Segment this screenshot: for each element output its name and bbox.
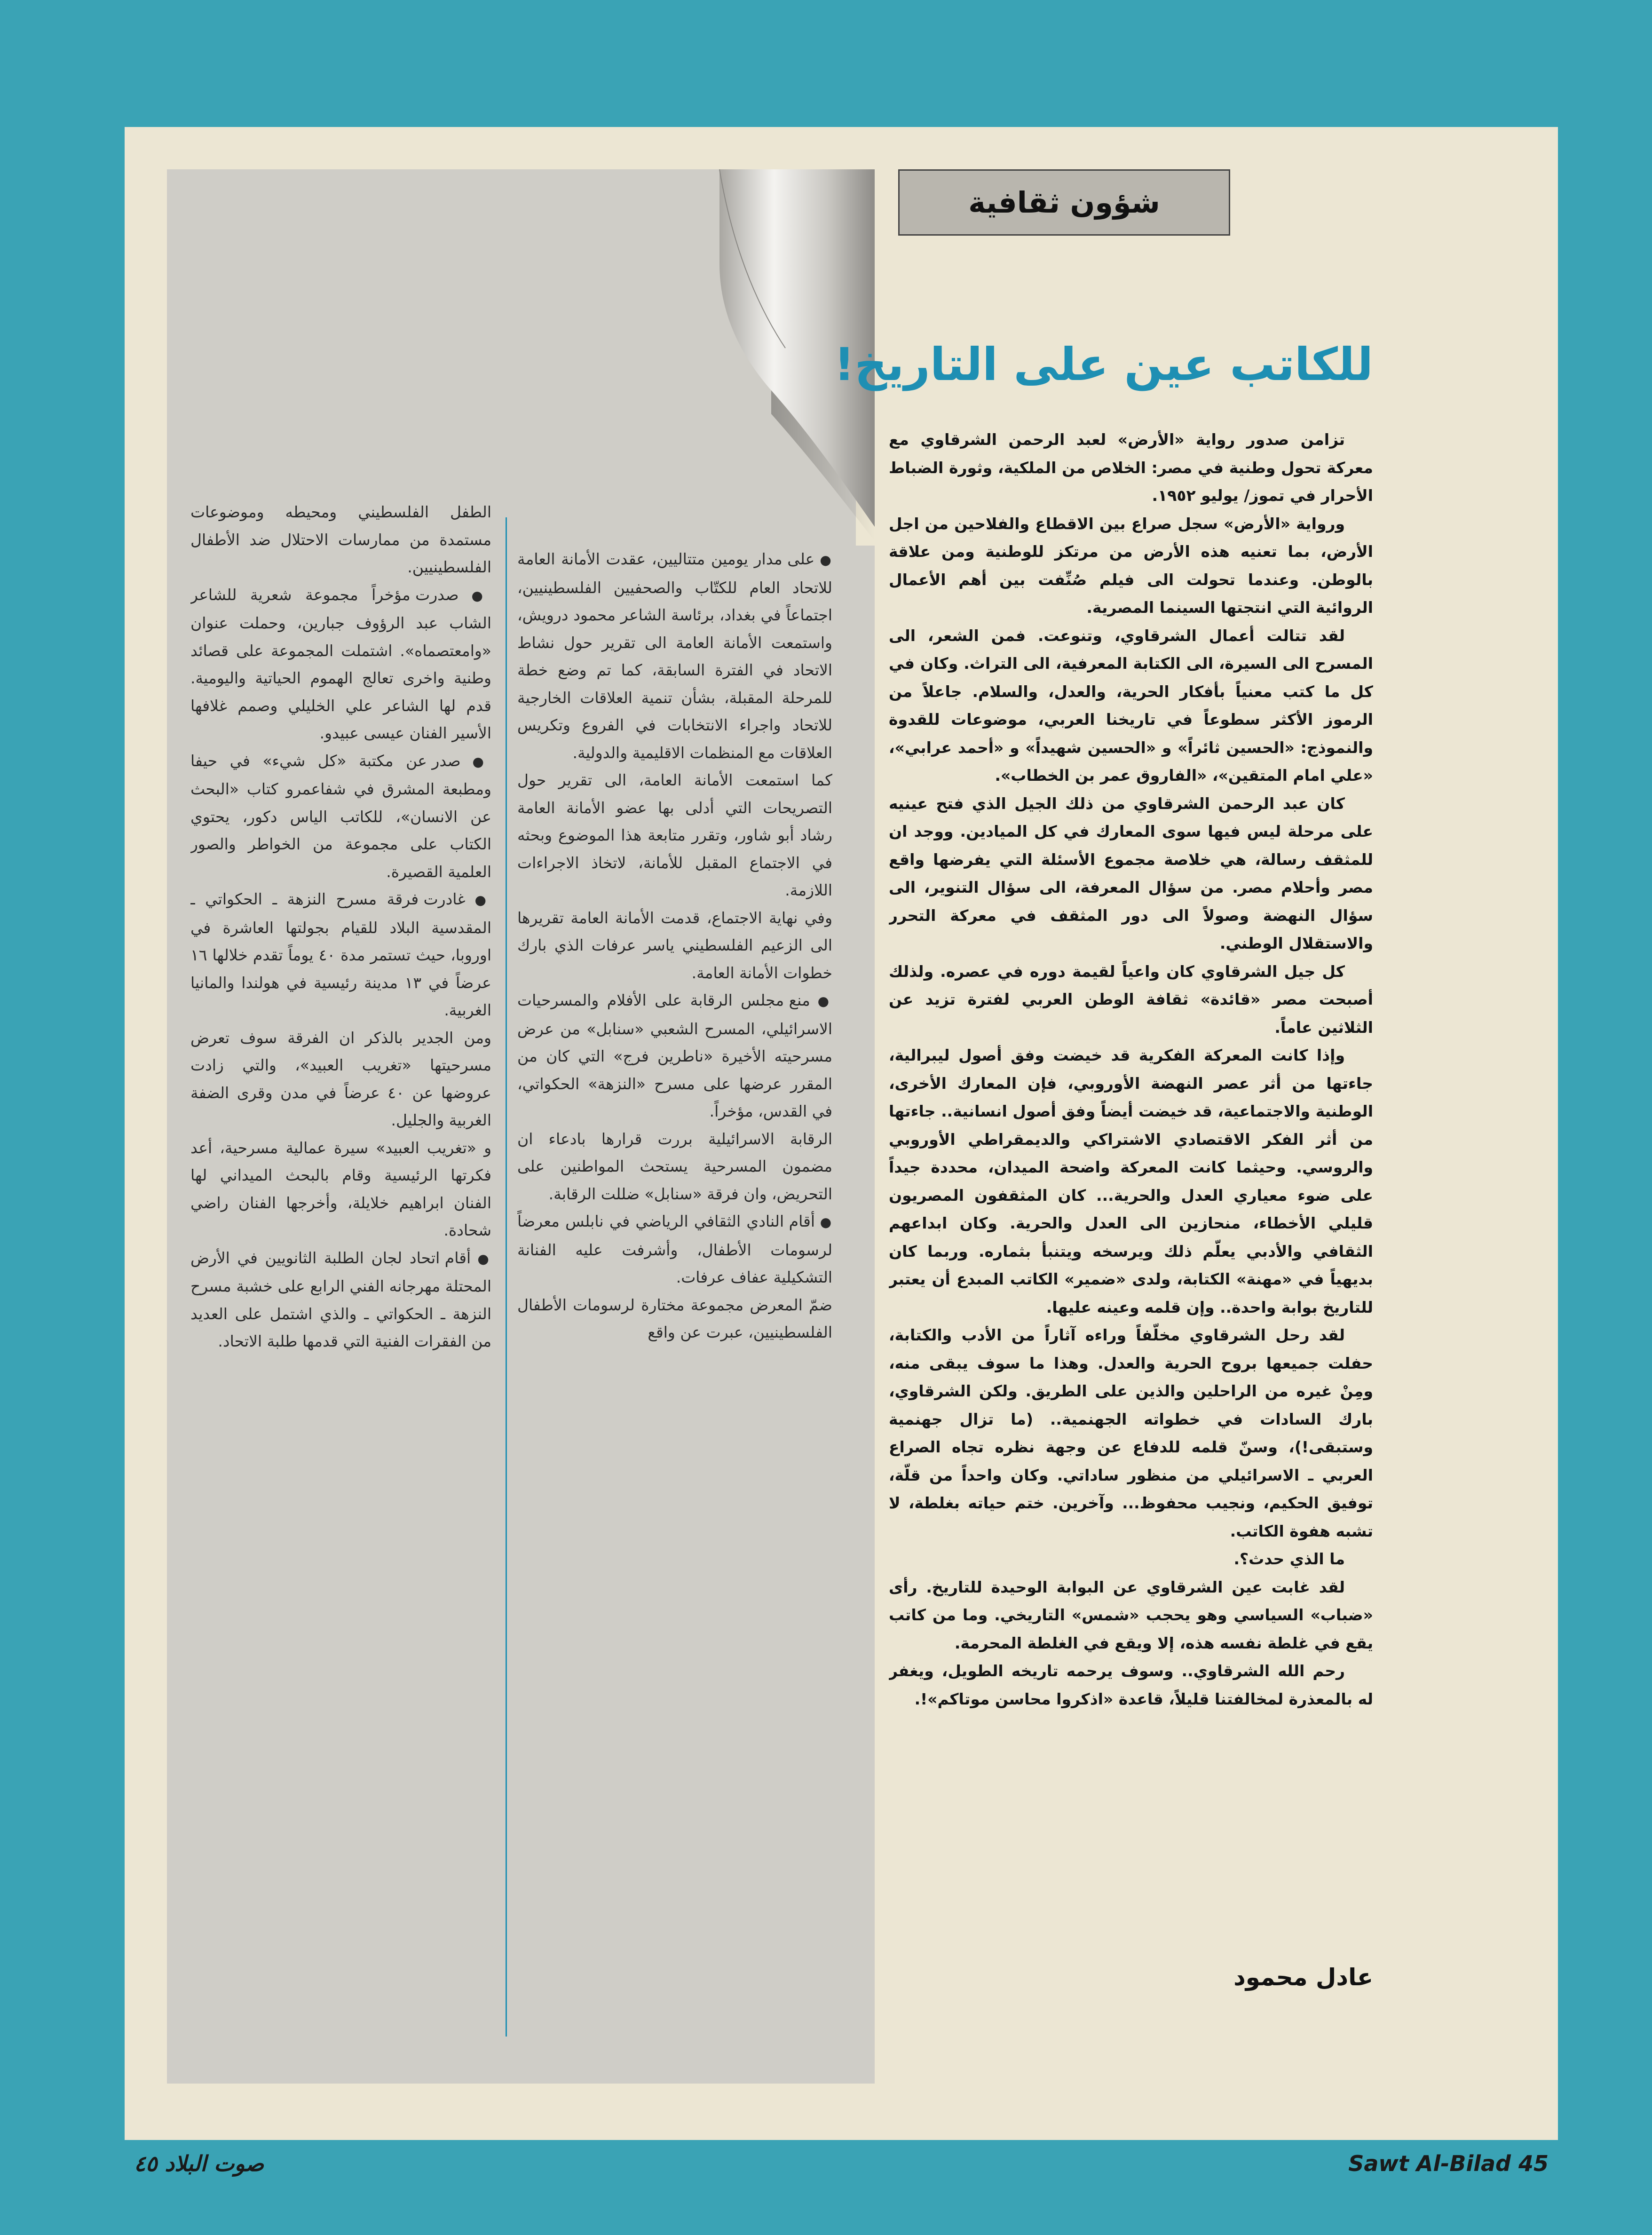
news-column-a: [517, 546, 832, 2051]
article-paragraph: رحم الله الشرقاوي.. وسوف يرحمه تاريخه الطويل، ويغفر له بالمعذرة لمخالفتنا قليلاً، قاعدة «اذكروا محاسن موتاكم»!.: [889, 1662, 1373, 1708]
news-item: ● أقام اتحاد لجان الطلبة الثانويين في الأرض المحتلة مهرجانه الفني الرابع على خشبة مسرح النزهة ـ الحكواتي ـ والذي اشتمل على العديد من الفقرات الفنية التي قدمها طلبة الاتحاد.: [190, 1244, 491, 1355]
page-footer: [125, 2142, 1558, 2206]
article-paragraph: لقد رحل الشرقاوي مخلّفاً وراءه آثاراً من الأدب والكتابة، حفلت جميعها بروح الحرية والعدل. وهذا ما سوف يبقى منه، ومِنْ غيره من الراحلين والذين على الطريق. ولكن الشرقاوي، بارك السادات في خطواته الجهنمية.. (ما تزال جهنمية وستبقى!)، وسنّ قلمه للدفاع عن وجهة نظره تجاه الصراع العربي ـ الاسرائيلي من منظور ساداتي. وكان واحداً من قلّة، توفيق الحكيم، ونجيب محفوظ... وآخرين. ختم حياته بغلطة، لا تشبه هفوة الكاتب.: [889, 1326, 1373, 1540]
article-paragraph: ورواية «الأرض» سجل صراع بين الاقطاع والفلاحين من اجل الأرض، بما تعنيه هذه الأرض من مرتكز للوطنية ومن علاقة بالوطن. وعندما تحولت الى فيلم صُنِّفت بين أهم الأعمال الروائية التي انتجتها السينما المصرية.: [889, 514, 1373, 617]
article-paragraph: لقد تتالت أعمال الشرقاوي، وتنوعت. فمن الشعر، الى المسرح الى السيرة، الى الكتابة المعرفية، الى التراث. وكان في كل ما كتب معنياً بأفكار الحرية، والعدل، والسلام. جاعلاً من الرموز الأكثر سطوعاً في تاريخنا العربي، موضوعات للقدوة والنموذج: «الحسين ثائراً» و «الحسين شهيداً» و «أحمد عرابي»، «علي امام المتقين»، «الفاروق عمر بن الخطاب».: [889, 626, 1373, 785]
article-paragraph: لقد غابت عين الشرقاوي عن البوابة الوحيدة للتاريخ. رأى «ضباب» السياسي وهو يحجب «شمس» التاريخي. وما من كاتب يقع في غلطة نفسه هذه، إلا ويقع في الغلطة المحرمة.: [889, 1577, 1373, 1652]
news-item: ● منع مجلس الرقابة على الأفلام والمسرحيات الاسرائيلي، المسرح الشعبي «سنابل» من عرض مسرحيته الأخيرة «ناطرين فرج» التي كان من المقرر عرضها على مسرح «النزهة» الحكواتي، في القدس، مؤخراً.: [517, 987, 832, 1125]
article-paragraph: تزامن صدور رواية «الأرض» لعبد الرحمن الشرقاوي مع معركة تحول وطنية في مصر: الخلاص من الملكية، وثورة الضباط الأحرار في تموز/ يوليو ١٩٥٢.: [889, 430, 1373, 505]
news-item: الطفل الفلسطيني ومحيطه وموضوعات مستمدة من ممارسات الاحتلال ضد الأطفال الفلسطينيين.: [190, 503, 491, 576]
author-byline: عادل محمود: [1233, 1964, 1373, 1991]
footer-folio-arabic: صوت البلاد ٤٥: [134, 2151, 264, 2176]
news-item: الرقابة الاسرائيلية بررت قرارها بادعاء ان مضمون المسرحية يستحث المواطنين على التحريض، وان فرقة «سنابل» ضللت الرقابة.: [517, 1129, 832, 1203]
section-tag: شؤون ثقافية: [898, 169, 1230, 236]
article-paragraph: وإذا كانت المعركة الفكرية قد خيضت وفق أصول ليبرالية، جاءتها من أثر عصر النهضة الأوروبي، فإن المعارك الأخرى، الوطنية والاجتماعية، قد خيضت أيضاً وفق أصول انسانية.. جاءتها من أثر الفكر الاقتصادي الاشتراكي والديمقراطي الأوروبي والروسي. وحيثما كانت المعركة واضحة الميدان، محددة جيداً على ضوء معياري العدل والحرية... كان المثقفون المصريون قليلي الأخطاء، منحازين الى العدل والحرية. وكان ابداعهم الثقافي والأدبي يعلّم ذلك ويرسخه ويتنبأ بثماره. وربما كان بديهياً في «مهنة» الكتابة، ولدى «ضمير» الكاتب المبدع أن يعتبر للتاريخ بوابة واحدة.. وإن قلمه وعينه عليها.: [889, 1046, 1373, 1316]
news-item: ● صدرت مؤخراً مجموعة شعرية للشاعر الشاب عبد الرؤوف جبارين، وحملت عنوان «وامعتصماه». اشتملت المجموعة على قصائد وطنية واخرى تعالج الهموم الحياتية واليومية. قدم لها الشاعر علي الخليلي وصمم غلافها الأسير الفنان عيسى عبيدو.: [190, 581, 491, 747]
article-paragraph: ما الذي حدث؟.: [1233, 1550, 1345, 1568]
news-item: ضمّ المعرض مجموعة مختارة لرسومات الأطفال الفلسطينيين، عبرت عن واقع: [517, 1295, 832, 1341]
article-headline: للكاتب عين على التاريخ!: [834, 338, 1373, 391]
article-paragraph: كل جيل الشرقاوي كان واعياً لقيمة دوره في عصره. ولذلك أصبحت مصر «قائدة» ثقافة الوطن العربي لفترة تزيد عن الثلاثين عاماً.: [889, 962, 1373, 1037]
main-article-body: [889, 426, 1373, 1945]
article-paragraph: كان عبد الرحمن الشرقاوي من ذلك الجيل الذي فتح عينيه على مرحلة ليس فيها سوى المعارك في كل الميادين. ووجد ان للمثقف رسالة، هي خلاصة مجموع الأسئلة التي يفرضها واقع مصر وأحلام مصر. من سؤال المعرفة، الى سؤال التنوير، الى سؤال النهضة وصولاً الى دور المثقف في معركة التحرر والاستقلال الوطني.: [889, 794, 1373, 952]
news-item: ● على مدار يومين متتاليين، عقدت الأمانة العامة للاتحاد العام للكتّاب والصحفيين الفلسطينيين، اجتماعاً في بغداد، برئاسة الشاعر محمود درويش، واستمعت الأمانة العامة الى تقرير حول نشاط الاتحاد في الفترة السابقة، كما تم وضع خطة للمرحلة المقبلة، بشأن تنمية العلاقات الخارجية للاتحاد واجراء الانتخابات في الفروع وتكريس العلاقات مع المنظمات الاقليمية والدولية.: [517, 546, 832, 767]
news-column-b: [190, 499, 491, 2051]
news-item: ● أقام النادي الثقافي الرياضي في نابلس معرضاً لرسومات الأطفال، وأشرفت عليه الفنانة التشكيلية عفاف عرفات.: [517, 1208, 832, 1292]
column-divider: [506, 517, 507, 2037]
news-item: ● صدر عن مكتبة «كل شيء» في حيفا ومطبعة المشرق في شفاعمرو كتاب «البحث عن الانسان»، للكاتب الياس دكور، يحتوي الكتاب على مجموعة من الخواطر والصور العلمية القصيرة.: [190, 747, 491, 886]
footer-folio-latin: Sawt Al-Bilad 45: [1348, 2151, 1549, 2176]
news-item: و «تغريب العبيد» سيرة عمالية مسرحية، أعد فكرتها الرئيسية وقام بالبحث الميداني لها الفنان ابراهيم خلايلة، وأخرجها الفنان راضي شحادة.: [190, 1138, 491, 1239]
news-item: ومن الجدير بالذكر ان الفرقة سوف تعرض مسرحيتها «تغريب العبيد»، والتي زادت عروضها عن ٤٠ عرضاً في مدن وقرى الضفة الغربية والجليل.: [190, 1028, 491, 1129]
news-item: كما استمعت الأمانة العامة، الى تقرير حول التصريحات التي أدلى بها عضو الأمانة العامة رشاد أبو شاور، وتقرر متابعة هذا الموضوع وبحثه في الاجتماع المقبل للأمانة، لاتخاذ الاجراءات اللازمة.: [517, 771, 832, 899]
news-item: وفي نهاية الاجتماع، قدمت الأمانة العامة تقريرها الى الزعيم الفلسطيني ياسر عرفات الذي بارك خطوات الأمانة العامة.: [517, 908, 832, 982]
news-item: ● غادرت فرقة مسرح النزهة ـ الحكواتي ـ المقدسية البلاد للقيام بجولتها العاشرة في اوروبا، حيث تستمر مدة ٤٠ يوماً تقدم خلالها ١٦ عرضاً في ١٣ مدينة رئيسية في هولندا والمانيا الغربية.: [190, 886, 491, 1024]
